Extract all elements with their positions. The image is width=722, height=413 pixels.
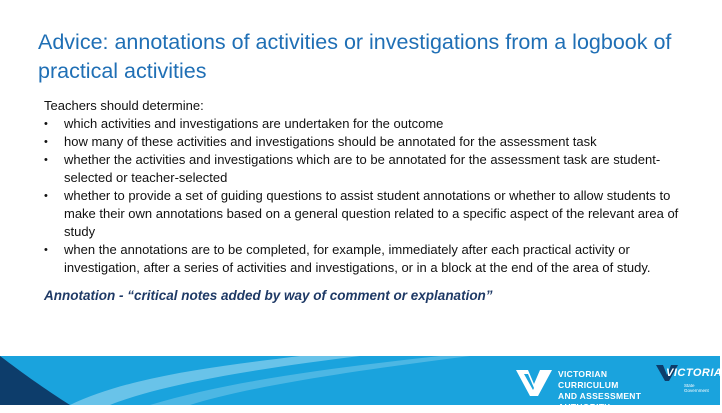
bullet-item [44,115,684,133]
slide-body [44,97,684,305]
annotation-definition: Annotation - “critical notes added by way of comment or explanation” [44,288,493,303]
vcaa-chevron-icon [514,366,554,398]
bullet-item [44,187,684,241]
bullet-icon: • [44,190,48,202]
footer-band [0,356,722,412]
victoria-subtitle-line-1: State [684,383,695,388]
intro-text: Teachers should determine: [44,98,204,113]
bullet-text: when the annotations are to be completed, for example, immediately after each practical activity or investigation, after a series of activities and investigations, or in a block at the end of the area of study. [64,242,651,275]
bullet-item [44,133,684,151]
vcaa-line-2: AND ASSESSMENT AUTHORITY [558,391,642,412]
bullet-item [44,151,684,187]
bullet-list [44,115,684,277]
slide-title: Advice: annotations of activities or investigations from a logbook of practical activities [38,30,672,83]
bullet-icon: • [44,136,48,148]
bullet-text: whether to provide a set of guiding questions to assist student annotations or whether to allow students to make their own annotations based on a general question related to a specific aspect of the relevant area of study [64,188,679,239]
bullet-icon: • [44,118,48,130]
victoria-subtitle-line-2: Government [684,388,709,393]
bullet-text: how many of these activities and investigations should be annotated for the assessment task [64,134,597,149]
bullet-text: which activities and investigations are undertaken for the outcome [64,116,444,131]
vcaa-logo [514,366,654,412]
victoria-subtitle [684,383,709,393]
victoria-wordmark: VICTORIA [666,367,722,379]
vcaa-line-1: VICTORIAN CURRICULUM [558,369,619,390]
vcaa-wordmark [558,369,654,413]
bullet-icon: • [44,244,48,256]
bullet-item [44,241,684,277]
bullet-text: whether the activities and investigations which are to be annotated for the assessment task are student-selected or teacher-selected [64,152,661,185]
bullet-icon: • [44,154,48,166]
victoria-government-logo [656,362,722,402]
